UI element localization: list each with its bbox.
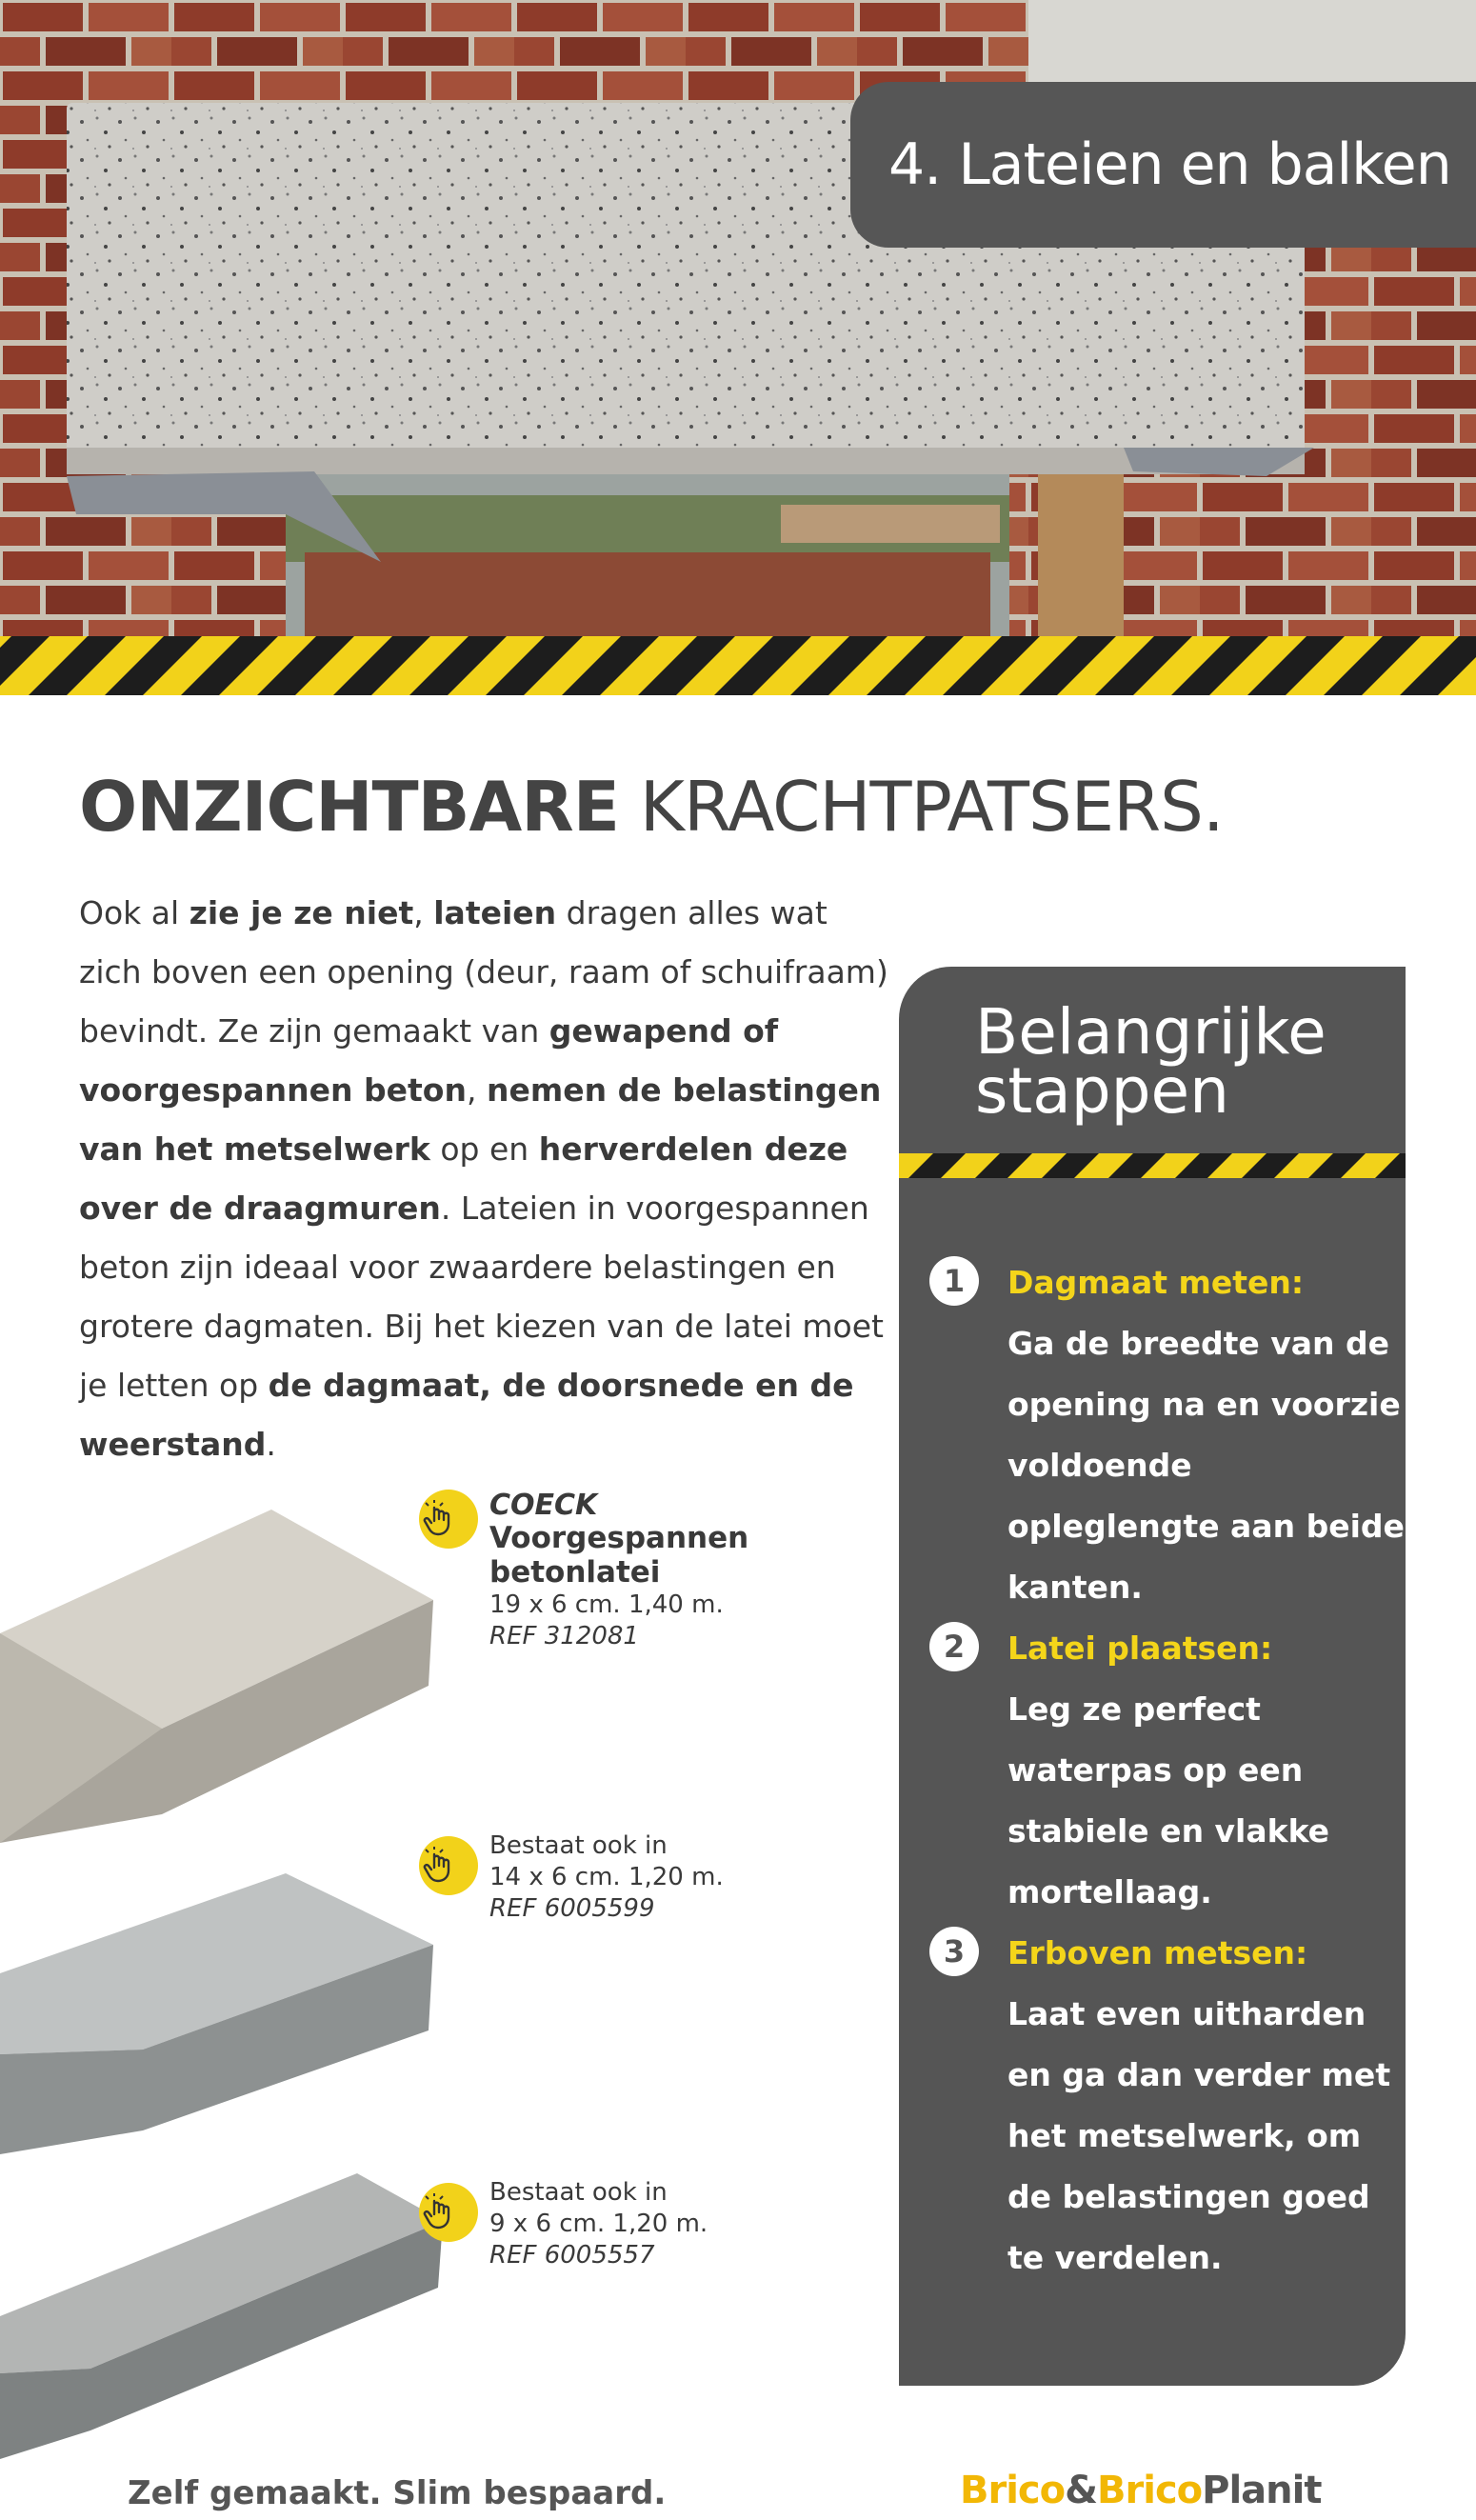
steps-panel-title-line: stappen — [975, 1054, 1229, 1128]
product-size: 9 x 6 cm. 1,20 m. — [489, 2210, 708, 2238]
product-ref: REF 6005557 — [489, 2241, 655, 2270]
headline — [79, 767, 1317, 847]
intro-emphasis: herverdelen deze over de draagmuren — [79, 1130, 848, 1227]
footer-slogan: Zelf gemaakt. Slim bespaard. — [128, 2474, 667, 2512]
intro-emphasis: lateien — [433, 894, 557, 931]
product-size: 19 x 6 cm. 1,40 m. — [489, 1590, 724, 1619]
logo-text: Brico — [960, 2469, 1066, 2512]
intro-text: dragen alles wat zich boven een opening (deur, raam of schuifraam) bevindt. Ze zijn gemaakt van — [79, 894, 888, 1050]
product-info-1 — [489, 1490, 794, 1652]
intro-text: op en — [429, 1130, 539, 1168]
logo-text: & — [1065, 2469, 1098, 2512]
step-title: Erboven metsen: — [1007, 1934, 1308, 1971]
pointer-hand-icon — [419, 1836, 478, 1895]
intro-paragraph — [79, 884, 898, 1474]
step-title: Latei plaatsen: — [1007, 1630, 1273, 1667]
steps-panel — [899, 967, 1406, 2386]
step-body: Ga de breedte van de opening na en voorzie voldoende opleglengte aan beide kanten. — [1007, 1325, 1405, 1606]
section-title-tab — [850, 82, 1476, 248]
section-title: 4. Lateien en balken — [888, 131, 1451, 198]
intro-text: Ook al — [79, 894, 189, 931]
product-size: 14 x 6 cm. 1,20 m. — [489, 1863, 724, 1891]
step-body: Leg ze perfect waterpas op een stabiele en vlakke mortellaag. — [1007, 1690, 1330, 1910]
product-info-2 — [489, 1830, 794, 1925]
intro-emphasis: nemen de belastingen van het metselwerk — [79, 1071, 882, 1168]
step-number: 1 — [929, 1256, 979, 1306]
product-ref: REF 312081 — [489, 1622, 639, 1650]
lintel-product-image-1 — [0, 1510, 438, 1852]
lintel-product-image-3 — [0, 2173, 448, 2497]
headline-bold: ONZICHTBARE — [79, 767, 619, 847]
step-body: Laat even uitharden en ga dan verder met het metselwerk, om de belastingen goed te verdelen. — [1007, 1995, 1391, 2276]
steps-panel-title-line: Belangrijke — [975, 995, 1326, 1069]
intro-text: . Lateien in voorgespannen beton zijn ideaal voor zwaardere belastingen en grotere dagmaten. Bij het kiezen van de latei moet je letten op — [79, 1190, 884, 1404]
intro-emphasis: de dagmaat, de doorsnede en de weerstand — [79, 1367, 854, 1463]
product-info-3 — [489, 2177, 794, 2271]
lintel-product-image-2 — [0, 1869, 438, 2192]
step-number: 3 — [929, 1927, 979, 1976]
product-brand: COECK — [489, 1489, 598, 1522]
step-title: Dagmaat meten: — [1007, 1264, 1305, 1301]
intro-text: , — [413, 894, 434, 931]
hazard-stripe — [899, 1153, 1406, 1178]
brico-logo — [960, 2469, 1321, 2512]
step-number: 2 — [929, 1622, 979, 1671]
intro-text: , — [466, 1071, 487, 1109]
intro-text: . — [266, 1426, 276, 1463]
intro-emphasis: gewapend of voorgespannen beton — [79, 1012, 779, 1109]
logo-text: Planit — [1202, 2469, 1322, 2512]
pointer-hand-icon — [419, 2183, 478, 2242]
intro-emphasis: zie je ze niet — [189, 894, 414, 931]
logo-text: Brico — [1097, 2469, 1203, 2512]
pointer-hand-icon — [419, 1490, 478, 1549]
product-variant-label: Bestaat ook in — [489, 1831, 668, 1860]
headline-light: KRACHTPATSERS. — [639, 767, 1224, 847]
product-ref: REF 6005599 — [489, 1894, 655, 1923]
product-name: Voorgespannen betonlatei — [489, 1521, 749, 1590]
steps-panel-title — [975, 995, 1326, 1128]
product-variant-label: Bestaat ook in — [489, 2178, 668, 2207]
